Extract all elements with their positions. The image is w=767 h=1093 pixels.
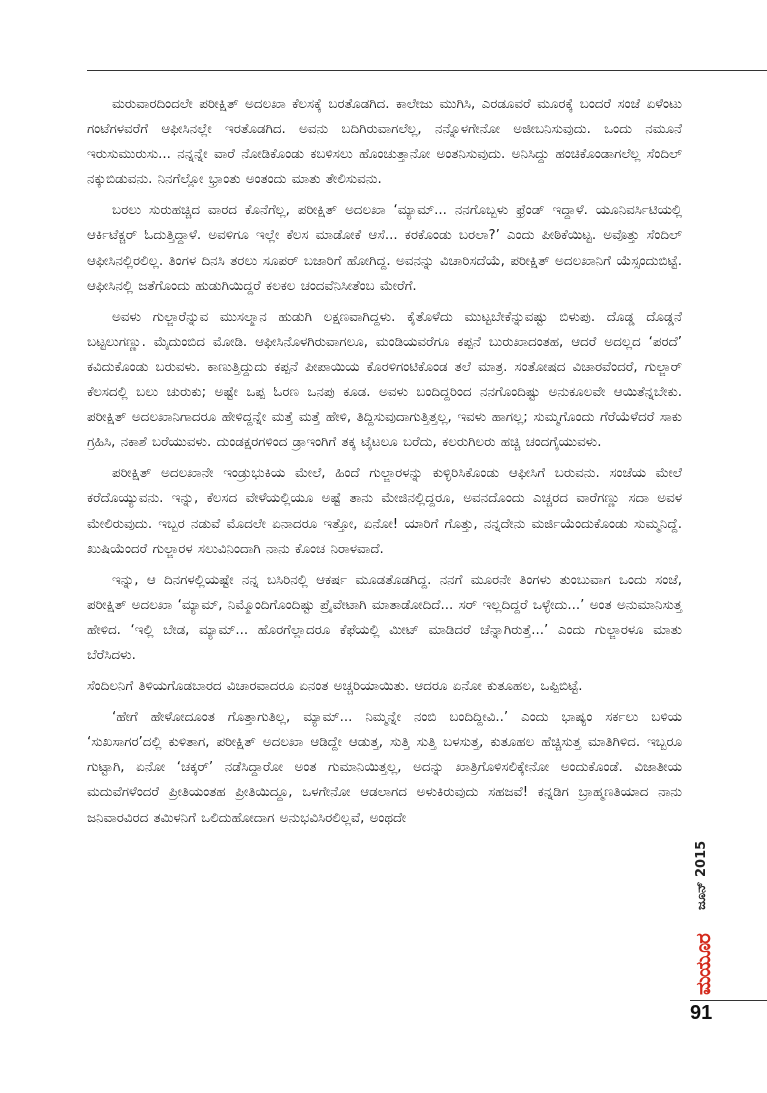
side-banner xyxy=(690,800,720,995)
magazine-name: ಮಯೂರ xyxy=(691,934,715,995)
issue-date: ಜೂನ್ 2015 xyxy=(694,840,709,910)
paragraph: ಇನ್ನು, ಆ ದಿನಗಳಲ್ಲಿಯಷ್ಟೇ ನನ್ನ ಬಸಿರಿನಲ್ಲಿ ಆಕರ್ಷ ಮೂಡತೊಡಗಿದ್ದ. ನನಗೆ ಮೂರನೇ ತಿಂಗಳು ತುಂಬುವಾಗ ಒಂದು ಸಂಜೆ, ಪರೀಕ್ಷಿತ್ ಅದಲಖಾ ‘ಮ್ಯಾಮ್, ನಿಮ್ಮೊಂದಿಗೊಂದಿಷ್ಟು ಪ್ರೈವೇಟಾಗಿ ಮಾತಾಡೋದಿದೆ... ಸರ್ ಇಲ್ಲದಿದ್ದರೆ ಒಳ್ಳೇದು...’ ಅಂತ ಅನುಮಾನಿಸುತ್ತ ಹೇಳಿದ. ‘ಇಲ್ಲಿ ಬೇಡ, ಮ್ಯಾಮ್... ಹೊರಗೆಲ್ಲಾದರೂ ಕೆಫೆಯಲ್ಲಿ ಮೀಟ್ ಮಾಡಿದರೆ ಚೆನ್ನಾಗಿರುತ್ತೆ...’ ಎಂದು ಗುಲ್ಜಾರಳೂ ಮಾತು ಬೆರೆಸಿದಳು. xyxy=(87,572,682,663)
paragraph: ಪರೀಕ್ಷಿತ್ ಅದಲಖಾನೇ ಇಂಡ್ರುಭುಕಿಯ ಮೇಲೆ, ಹಿಂದೆ ಗುಲ್ಜಾರಳನ್ನು ಕುಳ್ಳಿರಿಸಿಕೊಂಡು ಆಫೀಸಿಗೆ ಬರುವನು. ಸಂಜೆಯ ಮೇಲೆ ಕರೆದೊಯ್ಯುವನು. ಇನ್ನು, ಕೆಲಸದ ವೇಳೆಯಲ್ಲಿಯೂ ಅಷ್ಟೆ ತಾನು ಮೇಜಿನಲ್ಲಿದ್ದರೂ, ಅವನದೊಂದು ಎಚ್ಚರದ ವಾರೆಗಣ್ಣು ಸದಾ ಅವಳ ಮೇಲಿರುವುದು. ಇಬ್ಬರ ನಡುವೆ ಮೊದಲೇ ಏನಾದರೂ ಇತ್ತೋ, ಏನೋ! ಯಾರಿಗೆ ಗೊತ್ತು, ನನ್ನದೇನು ಮರ್ಜಿಯೆಂದುಕೊಂಡು ಸುಮ್ಮನಿದ್ದೆ. ಖುಷಿಯೆಂದರೆ ಗುಲ್ಜಾರಳ ಸಲುವಿನಿಂದಾಗಿ ನಾನು ಕೊಂಚ ನಿರಾಳವಾದೆ. xyxy=(87,466,682,557)
paragraph: ಬರಲು ಸುರುಹಚ್ಚಿದ ವಾರದ ಕೊನೆಗೆಲ್ಲ, ಪರೀಕ್ಷಿತ್ ಅದಲಖಾ ‘ಮ್ಯಾಮ್... ನನಗೊಬ್ಬಳು ಫ್ರೆಂಡ್ ಇದ್ದಾಳೆ. ಯೂನಿವರ್ಸಿಟಿಯಲ್ಲಿ ಆರ್ಕಿಟೆಕ್ಚರ್ ಓದುತ್ತಿದ್ದಾಳೆ. ಅವಳಿಗೂ ಇಲ್ಲೇ ಕೆಲಸ ಮಾಡೋಕೆ ಆಸೆ... ಕರಕೊಂಡು ಬರಲಾ?’ ಎಂದು ಪೀಠಿಕೆಯಿಟ್ಟ. ಅವೊತ್ತು ಸೆಂದಿಲ್ ಆಫೀಸಿನಲ್ಲಿರಲಿಲ್ಲ. ತಿಂಗಳ ದಿನಸಿ ತರಲು ಸೂಪರ್ ಬಜಾರಿಗೆ ಹೋಗಿದ್ದ. ಅವನನ್ನು ವಿಚಾರಿಸದೆಯೆ, ಪರೀಕ್ಷಿತ್ ಅದಲಖಾನಿಗೆ ಯೆಸ್ಸಂದುಬಿಟ್ಟೆ. ಆಫೀಸಿನಲ್ಲಿ ಜತೆಗೊಂದು ಹುಡುಗಿಯಿದ್ದರೆ ಕಲಕಲ ಚಂದವೆನಿಸೀತೆಂಬ ಮೇರೆಗೆ. xyxy=(87,203,682,294)
paragraph: ಸೆಂದಿಲನಿಗೆ ತಿಳಿಯಗೊಡಬಾರದ ವಿಚಾರವಾದರೂ ಏನಂತ ಅಚ್ಚರಿಯಾಯಿತು. ಆದರೂ ಏನೋ ಕುತೂಹಲ, ಒಪ್ಪಿಬಿಟ್ಟೆ. xyxy=(87,679,583,695)
paragraph: ‘ಹೇಗೆ ಹೇಳೋದೂಂತ ಗೊತ್ತಾಗುತಿಲ್ಲ, ಮ್ಯಾಮ್... ನಿಮ್ಮನ್ನೇ ನಂಬಿ ಬಂದಿದ್ದೀವಿ..’ ಎಂದು ಭಾಷ್ಯಂ ಸರ್ಕಲು ಬಳಿಯ ‘ಸುಖಸಾಗರ’ದಲ್ಲಿ ಕುಳಿತಾಗ, ಪರೀಕ್ಷಿತ್ ಅದಲಖಾ ಆಡಿದ್ದೇ ಆಡುತ್ತ, ಸುತ್ತಿ ಸುತ್ತಿ ಬಳಸುತ್ತ, ಕುತೂಹಲ ಹೆಚ್ಚಿಸುತ್ತ ಮಾತಿಗಿಳಿದ. ಇಬ್ಬರೂ ಗುಟ್ಟಾಗಿ, ಏನೋ ‘ಚಕ್ಕರ್’ ನಡೆಸಿದ್ದಾರೋ ಅಂತ ಗುಮಾನಿಯಿತ್ತಲ್ಲ, ಅದನ್ನು ಖಾತ್ರಿಗೊಳಿಸಲಿಕ್ಕೇನೋ ಅಂದುಕೊಂಡೆ. ವಿಜಾತೀಯ ಮದುವೆಗಳೆಂದರೆ ಪ್ರೀತಿಯಂತಹ ಪ್ರೀತಿಯಿದ್ದೂ, ಒಳಗೇನೋ ಆಡಲಾಗದ ಅಳುಕಿರುವುದು ಸಹಜವೆ! ಕನ್ನಡಿಗ ಬ್ರಾಹ್ಮಣತಿಯಾದ ನಾನು ಜನಿವಾರವಿರದ ತಮಿಳನಿಗೆ ಒಲಿದುಹೋದಾಗ ಅನುಭವಿಸಿರಲಿಲ್ಲವೆ, ಅಂಥದೇ xyxy=(87,710,682,826)
paragraph: ಅವಳು ಗುಲ್ಜಾರೆನ್ನುವ ಮುಸಲ್ಮಾನ ಹುಡುಗಿ ಲಕ್ಷಣವಾಗಿದ್ದಳು. ಕೈತೊಳೆದು ಮುಟ್ಟಬೇಕೆನ್ನುವಷ್ಟು ಬಿಳುಪು. ದೊಡ್ಡ ದೊಡ್ಡನೆ ಬಟ್ಟಲುಗಣ್ಣು. ಮೈದುಂಬಿದ ಮೋಡಿ. ಆಫೀಸಿನೊಳಗಿರುವಾಗಲೂ, ಮಂಡಿಯವರೆಗೂ ಕಪ್ಪನೆ ಬುರುಖಾದಂತಹ, ಆದರೆ ಅದಲ್ಲದ ‘ಪರದೆ’ ಕವಿದುಕೊಂಡು ಬರುವಳು. ಕಾಣುತ್ತಿದ್ದುದು ಕಪ್ಪನೆ ಪೀಪಾಯಿಯ ಕೊರಳಿಗಂಟಿಕೊಂಡ ತಲೆ ಮಾತ್ರ. ಸಂತೋಷದ ವಿಚಾರವೆಂದರೆ, ಗುಲ್ಜಾರ್ ಕೆಲಸದಲ್ಲಿ ಬಲು ಚುರುಕು; ಅಷ್ಟೇ ಒಪ್ಪ ಓರಣ ಒನಪು ಕೂಡ. ಅವಳು ಬಂದಿದ್ದರಿಂದ ನನಗೊಂದಿಷ್ಟು ಅನುಕೂಲವೇ ಆಯಿತೆನ್ನಬೇಕು. ಪರೀಕ್ಷಿತ್ ಅದಲಖಾನಿಗಾದರೂ ಹೇಳಿದ್ದನ್ನೇ ಮತ್ತೆ ಮತ್ತೆ ಹೇಳಿ, ತಿದ್ದಿಸುವುದಾಗುತ್ತಿತ್ತಲ್ಲ, ಇವಳು ಹಾಗಲ್ಲ; ಸುಮ್ಮಗೊಂದು ಗೆರೆಯೆಳೆದರೆ ಸಾಕು ಗ್ರಹಿಸಿ, ನಕಾಶೆ ಬರೆಯುವಳು. ದುಂಡಕ್ಷರಗಳಿಂದ ಡ್ರಾಇಂಗಿಗೆ ತಕ್ಕ ಟೈಟಲೂ ಬರೆದು, ಕಲರುಗಿಲರು ಹಚ್ಚಿ ಚಂದಗೈಯುವಳು. xyxy=(87,309,682,451)
paragraph: ಮರುವಾರದಿಂದಲೇ ಪರೀಕ್ಷಿತ್ ಅದಲಖಾ ಕೆಲಸಕ್ಕೆ ಬರತೊಡಗಿದ. ಕಾಲೇಜು ಮುಗಿಸಿ, ಎರಡೂವರೆ ಮೂರಕ್ಕೆ ಬಂದರೆ ಸಂಜೆ ಏಳೆಂಟು ಗಂಟೆಗಳವರೆಗೆ ಆಫೀಸಿನಲ್ಲೇ ಇರತೊಡಗಿದ. ಅವನು ಬದಿಗಿರುವಾಗಲೆಲ್ಲ, ನನ್ನೊಳಗೇನೋ ಅಜೀಬನಿಸುವುದು. ಒಂದು ನಮೂನೆ ಇರುಸುಮುರುಸು... ನನ್ನನ್ನೇ ವಾರೆ ನೋಡಿಕೊಂಡು ಕಬಳಿಸಲು ಹೊಂಚುತ್ತಾನೋ ಅಂತನಿಸುವುದು. ಅನಿಸಿದ್ದು ಹಂಚಿಕೊಂಡಾಗಲೆಲ್ಲ ಸೆಂದಿಲ್ ನಕ್ಕುಬಿಡುವನು. ನಿನಗೆಲ್ಲೋ ಭ್ರಾಂತು ಅಂತಂದು ಮಾತು ತೇಲಿಸುವನು. xyxy=(87,97,682,188)
top-rule xyxy=(87,70,767,71)
article-body xyxy=(87,92,682,837)
footer-rule xyxy=(690,1000,767,1001)
page-number: 91 xyxy=(690,1002,713,1024)
